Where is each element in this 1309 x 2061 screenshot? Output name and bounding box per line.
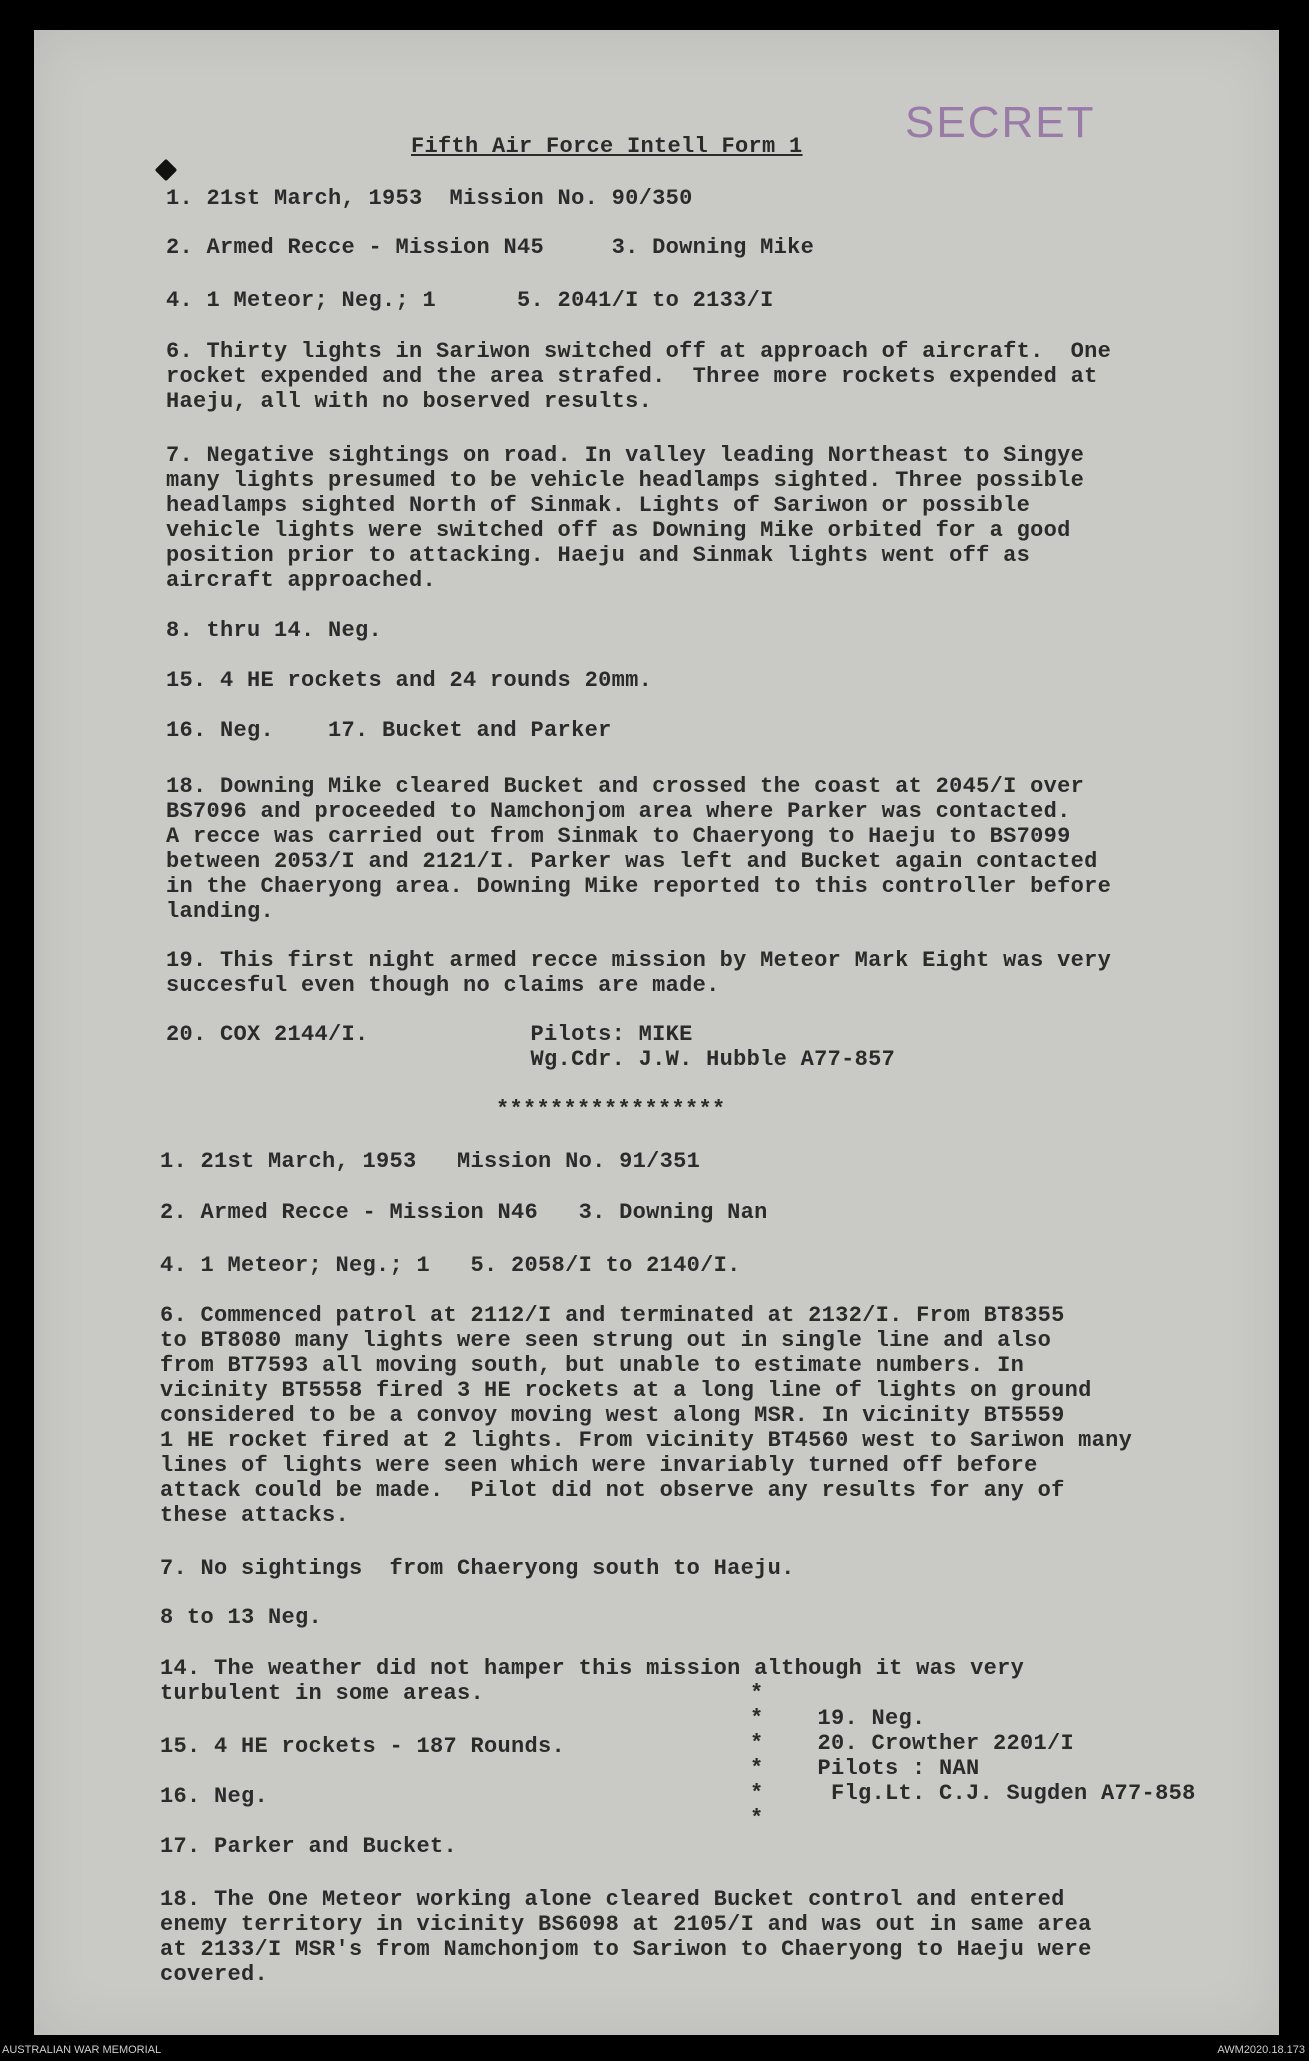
m1-para16-17: 16. Neg. 17. Bucket and Parker xyxy=(166,718,612,743)
m2-para17: 17. Parker and Bucket. xyxy=(160,1834,458,1859)
m1-para6: 6. Thirty lights in Sariwon switched off at approach of aircraft. One rocket expended and the area strafed. Three more rockets expended at Haeju, all with no boserved results. xyxy=(166,339,1112,414)
m2-para14: 14. The weather did not hamper this mission although it was very turbulent in some areas. xyxy=(160,1656,1025,1706)
secret-stamp: SECRET xyxy=(905,98,1096,147)
separator: ***************** xyxy=(496,1097,726,1122)
form-title: Fifth Air Force Intell Form 1 xyxy=(411,134,803,159)
m1-para8: 8. thru 14. Neg. xyxy=(166,618,383,643)
m2-para16: 16. Neg. xyxy=(160,1784,269,1809)
m1-para15: 15. 4 HE rockets and 24 rounds 20mm. xyxy=(166,668,653,693)
m1-para20: 20. COX 2144/I. Pilots: MIKE Wg.Cdr. J.W. Hubble A77-857 xyxy=(166,1022,896,1072)
m1-para18: 18. Downing Mike cleared Bucket and crossed the coast at 2045/I over BS7096 and proceeded to Namchonjom area where Parker was contacted. A recce was carried out from Sinmak to Chaeryong to Haeju to BS7099 between 2053/I and 2121/I. Parker was left and Bucket again contacted in the Chaeryong area. Downing Mike reported to this controller before landing. xyxy=(166,774,1112,924)
m1-para19: 19. This first night armed recce mission by Meteor Mark Eight was very succesful even though no claims are made. xyxy=(166,948,1112,998)
m2-para6: 6. Commenced patrol at 2112/I and terminated at 2132/I. From BT8355 to BT8080 many lights were seen strung out in single line and also from BT7593 all moving south, but unable to estimate numbers. In vicinity BT5558 fired 3 HE rockets at a long line of lights on ground considered to be a convoy moving west along MSR. In vicinity BT5559 1 HE rocket fired at 2 lights. From vicinity BT4560 west to Sariwon many lines of lights were seen which were invariably turned off before attack could be made. Pilot did not observe any results for any of these attacks. xyxy=(160,1303,1133,1528)
m2-para8: 8 to 13 Neg. xyxy=(160,1605,323,1630)
footer-left: AUSTRALIAN WAR MEMORIAL xyxy=(2,2044,162,2056)
m1-line1: 1. 21st March, 1953 Mission No. 90/350 xyxy=(166,186,693,211)
m2-line3: 4. 1 Meteor; Neg.; 1 5. 2058/I to 2140/I. xyxy=(160,1253,741,1278)
m1-line2: 2. Armed Recce - Mission N45 3. Downing Mike xyxy=(166,235,815,260)
m1-line3: 4. 1 Meteor; Neg.; 1 5. 2041/I to 2133/I xyxy=(166,288,774,313)
m2-line1: 1. 21st March, 1953 Mission No. 91/351 xyxy=(160,1149,701,1174)
m2-para15: 15. 4 HE rockets - 187 Rounds. xyxy=(160,1734,566,1759)
m2-para18: 18. The One Meteor working alone cleared Bucket control and entered enemy territory in vicinity BS6098 at 2105/I and was out in same area at 2133/I MSR's from Namchonjom to Sariwon to Chaeryong to Haeju were covered. xyxy=(160,1887,1092,1987)
footer-right: AWM2020.18.173 xyxy=(1217,2044,1305,2056)
m1-para7: 7. Negative sightings on road. In valley leading Northeast to Singye many lights presumed to be vehicle headlamps sighted. Three possible headlamps sighted North of Sinmak. Lights of Sariwon or possible vehicle lights were switched off as Downing Mike orbited for a good position prior to attacking. Haeju and Sinmak lights went off as aircraft approached. xyxy=(166,443,1085,593)
m2-para7: 7. No sightings from Chaeryong south to Haeju. xyxy=(160,1556,795,1581)
m2-line2: 2. Armed Recce - Mission N46 3. Downing Nan xyxy=(160,1200,768,1225)
m2-right-column: * * 19. Neg. * 20. Crowther 2201/I * Pilots : NAN * Flg.Lt. C.J. Sugden A77-858 * xyxy=(750,1681,1196,1831)
